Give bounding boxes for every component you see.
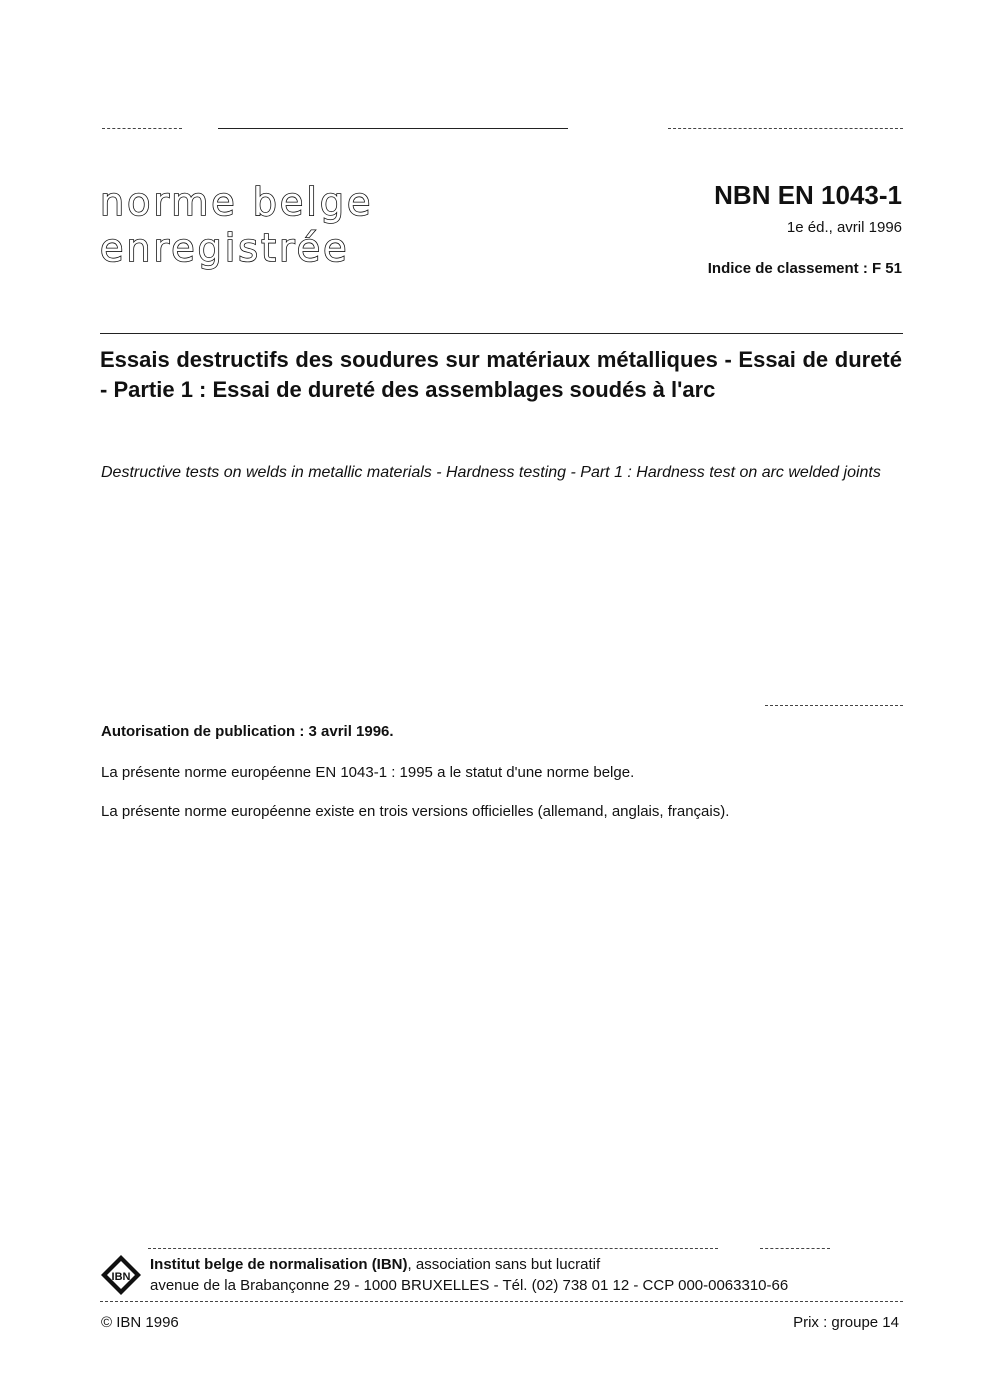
footer-rule-top [148, 1248, 718, 1249]
publication-authorisation: Autorisation de publication : 3 avril 1996. [101, 723, 394, 740]
norme-belge-heading: norme belge [100, 180, 374, 224]
footer-rule-top-right [760, 1248, 830, 1249]
top-rule-left [102, 128, 182, 129]
institut-name: Institut belge de normalisation (IBN) [150, 1256, 408, 1273]
top-rule-right [668, 128, 903, 129]
classification-index: Indice de classement : F 51 [707, 260, 902, 277]
institut-address: avenue de la Brabançonne 29 - 1000 BRUXELLES - Tél. (02) 738 01 12 - CCP 000-0063310-66 [150, 1277, 789, 1294]
statut-paragraph: La présente norme européenne EN 1043-1 : 1995 a le statut d'une norme belge. [101, 764, 635, 781]
section-rule [765, 705, 903, 706]
institut-line [150, 1256, 600, 1273]
svg-text:IBN: IBN [111, 1271, 131, 1283]
edition-date: 1e éd., avril 1996 [786, 219, 902, 236]
price-group: Prix : groupe 14 [793, 1314, 899, 1331]
title-rule [100, 333, 903, 334]
ibn-logo-icon [100, 1254, 142, 1296]
institut-suffix: , association sans but lucratif [407, 1256, 601, 1273]
title-english: Destructive tests on welds in metallic materials - Hardness testing - Part 1 : Hardness test on arc welded joints [101, 464, 881, 481]
title-french: Essais destructifs des soudures sur matériaux métalliques - Essai de dureté - Partie 1 : Essai de dureté des assemblages soudés à l'arc [100, 347, 902, 402]
top-rule-middle [218, 128, 568, 129]
copyright: © IBN 1996 [101, 1314, 179, 1331]
versions-paragraph: La présente norme européenne existe en trois versions officielles (allemand, anglais, français). [101, 803, 730, 820]
standard-number: NBN EN 1043-1 [714, 180, 902, 210]
enregistree-heading: enregistrée [100, 226, 350, 270]
footer-rule-bottom [100, 1301, 903, 1302]
